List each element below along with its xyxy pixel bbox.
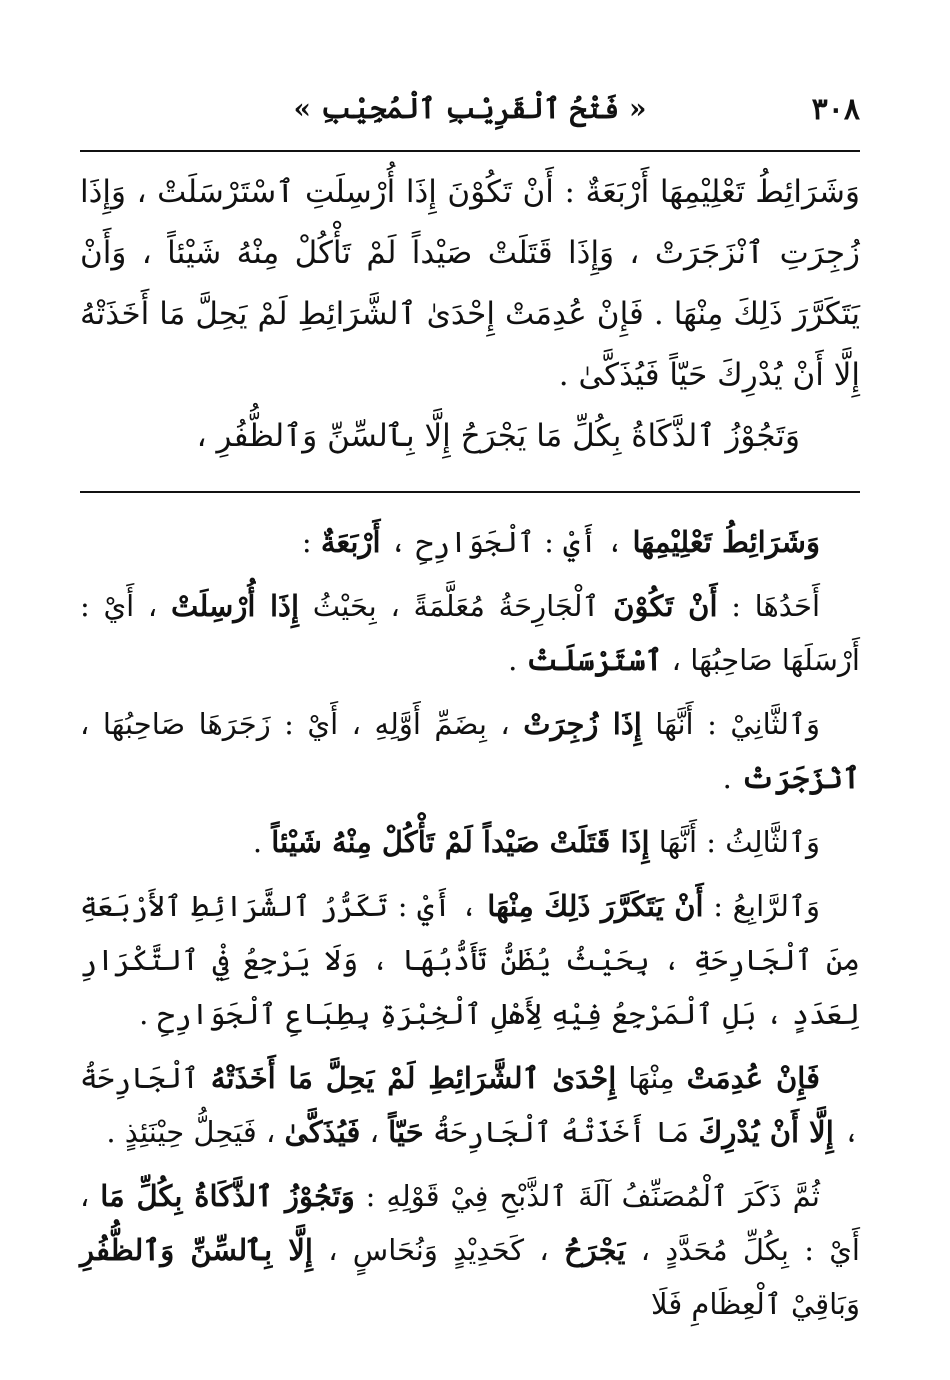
quoted-text: حَيّاً [388,1115,424,1149]
commentary-text-run: وَٱلثَّانِيْ : أَنَّهَا [641,707,820,741]
quoted-text: إِذَا زُجِرَتْ [523,707,642,741]
commentary-paragraph [80,815,860,869]
quoted-text: إِذَا قَتَلَتْ صَيْداً لَمْ تَأْكُلْ مِنْهُ شَيْئاً [271,825,650,859]
commentary-text-run: ٱلْجَارِحَةُ مُعَلَّمَةً ، بِحَيْثُ [299,589,614,623]
main-text-paragraph: وَشَرَائِطُ تَعْلِيْمِهَا أَرْبَعَةٌ : أَنْ تَكُوْنَ إِذَا أُرْسِلَتِ ٱسْتَرْسَلَتْ ، وَإِذَا زُجِرَتِ ٱنْزَجَرَتْ ، وَإِذَا قَتَلَتْ صَيْداً لَمْ تَأْكُلْ مِنْهُ شَيْئاً ، وَأَنْ يَتَكَرَّرَ ذَلِكَ مِنْهَا . فَإِنْ عُدِمَتْ إِحْدَىٰ ٱلشَّرَائِطِ لَمْ يَحِلَّ مَا أَخَذَتْهُ إِلَّا أَنْ يُدْرِكَ حَيّاً فَيُذَكَّىٰ . [80,174,860,393]
header-rule [80,150,860,152]
commentary-paragraph [80,579,860,687]
commentary-paragraph [80,515,860,569]
commentary-text-run: وَبَاقِيْ ٱلْعِظَامِ فَلَا [651,1287,860,1321]
commentary-text-run: وَٱلرَّابِعُ : [703,889,820,923]
quoted-text: إِلَّا أَنْ يُدْرِكَ [698,1115,834,1149]
quoted-text: وَشَرَائِطُ تَعْلِيْمِهَا [632,525,820,559]
quoted-text: أَنْ تَكُوْنَ [613,589,718,623]
commentary-paragraph [80,1169,860,1331]
commentary-text-run: ٱلْجَارِحَةُ ، [80,1061,860,1149]
page-header [80,86,860,150]
quoted-text: فَإِنْ عُدِمَتْ [686,1061,820,1095]
commentary-paragraph [80,1051,860,1159]
section-divider [80,491,860,493]
quoted-text: يَجْرَحُ [563,1233,626,1267]
commentary-text-run: . [252,825,272,859]
running-title: « فَتْحُ ٱلْقَرِيْبِ ٱلْمُجِيْبِ » [293,92,647,125]
quoted-text: ٱسْتَرْسَلَتْ [526,643,663,677]
commentary-text-run: مَا أَخَذَتْهُ ٱلْجَارِحَةُ [423,1115,699,1149]
commentary-paragraph [80,879,860,1041]
commentary-paragraph [80,697,860,805]
quoted-text: فَيُذَكَّىٰ [284,1115,361,1149]
commentary-text-run: : [301,525,321,559]
commentary-text-run: ، فَيَحِلُّ حِيْنَئِذٍ . [106,1115,285,1149]
main-text-paragraph: وَتَجُوْزُ ٱلذَّكَاةُ بِكُلِّ مَا يَجْرَحُ إِلَّا بِٱلسِّنِّ وَٱلظُّفُرِ ، [196,418,800,454]
main-text [80,162,860,467]
book-page [80,86,860,1341]
commentary-text-run: ، بِضَمِّ أَوَّلِهِ ، أَيْ : زَجَرَهَا صَاحِبُهَا ، [80,707,524,741]
commentary-text-run: مِنْهَا [616,1061,687,1095]
quoted-text: إِذَا أُرْسِلَتْ [170,589,300,623]
quoted-text: إِحْدَىٰ ٱلشَّرَائِطِ لَمْ يَحِلَّ مَا أَخَذَتْهُ [210,1061,617,1095]
commentary-text-run: ، كَحَدِيْدٍ وَنُحَاسٍ ، [312,1233,564,1267]
commentary-text [80,515,860,1331]
commentary-text-run: ثُمَّ ذَكَرَ ٱلْمُصَنِّفُ آلَةَ ٱلذَّبْحِ فِيْ قَوْلِهِ : [354,1179,820,1213]
commentary-text-run: ، أَيْ : أَرْسَلَهَا صَاحِبُهَا ، [80,589,860,677]
commentary-text-run: ، أَيْ : بِكُلِّ مُحَدَّدٍ ، [80,1179,860,1267]
quoted-text: أَرْبَعَةٌ [320,525,381,559]
commentary-text-run: ، أَيْ : ٱلْجَوَارِحِ ، [380,525,633,559]
commentary-text-run: وَٱلثَّالِثُ : أَنَّهَا [649,825,820,859]
commentary-text-run: ، أَيْ : تَكَرُّرُ ٱلشَّرَائِطِ ٱلأَرْبَعَةِ مِنَ ٱلْجَارِحَةِ ، بِحَيْثُ يُظَنُّ تَأَدُّبُهَا ، وَلَا يَرْجِعُ فِيْ ٱلتَّكْرَارِ لِعَدَدٍ ، بَلِ ٱلْمَرْجِعُ فِيْهِ لِأَهْلِ ٱلْخِبْرَةِ بِطِبَاعِ ٱلْجَوَارِحِ . [80,889,860,1031]
quoted-text: وَتَجُوْزُ ٱلذَّكَاةُ بِكُلِّ مَا [100,1179,355,1213]
commentary-text-run: . [722,761,742,795]
quoted-text: إِلَّا بِٱلسِّنِّ وَٱلظُّفُرِ [80,1233,313,1267]
commentary-text-run: . [508,643,527,677]
quoted-text: أَنْ يَتَكَرَّرَ ذَلِكَ مِنْهَا [487,889,704,923]
page-number: ٣٠٨ [811,92,860,127]
commentary-text-run: أَحَدُهَا : [717,589,820,623]
commentary-text-run: ، [360,1115,389,1149]
quoted-text: ٱنْزَجَرَتْ [741,761,860,795]
